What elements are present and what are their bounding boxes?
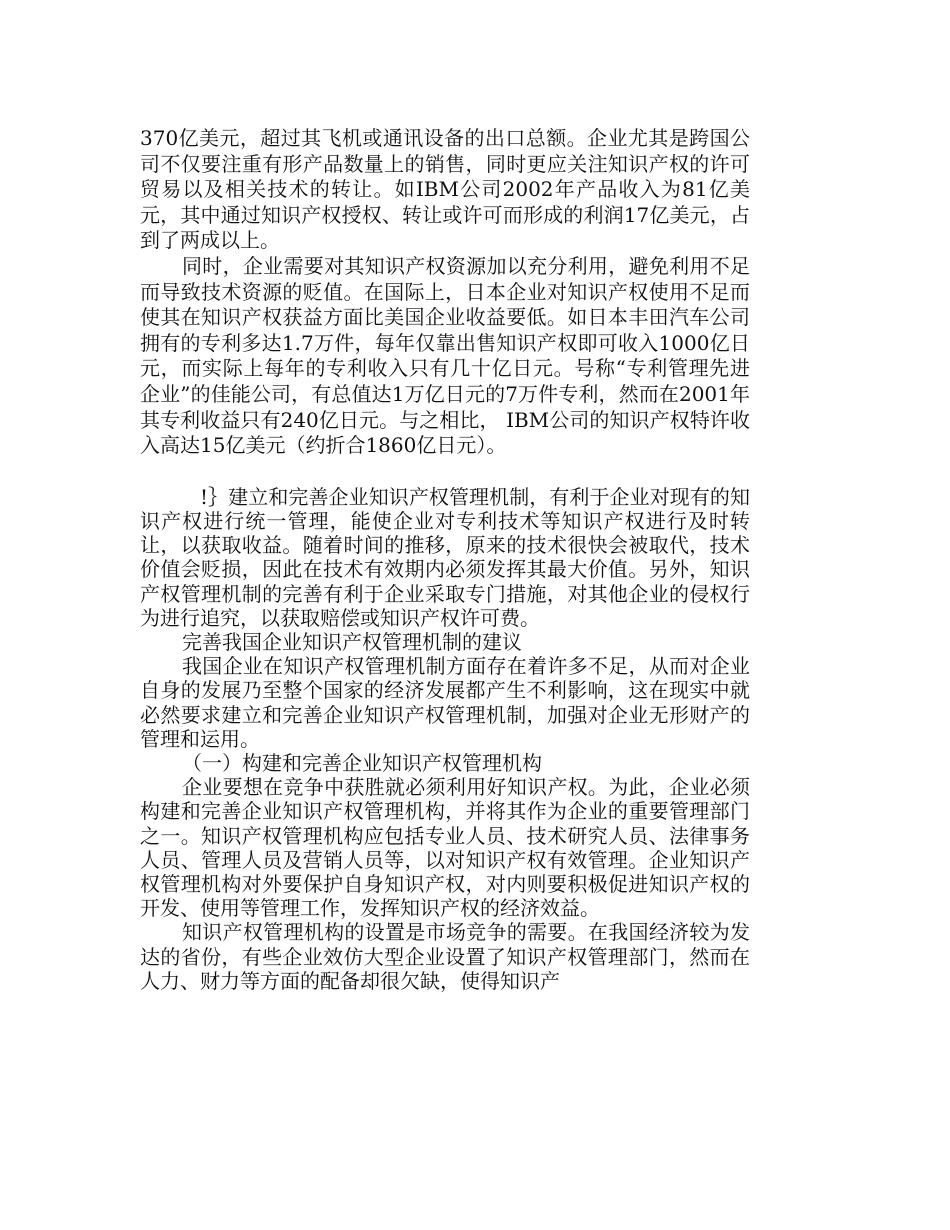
paragraph-shortcomings: 我国企业在知识产权管理机制方面存在着许多不足，从而对企业自身的发展乃至整个国家的经济发展都产生不利影响，这在现实中就必然要求建立和完善企业知识产权管理机制，加强对企业无形财产的管理和运用。 bbox=[140, 654, 750, 751]
document-body bbox=[140, 126, 750, 993]
paragraph-resource-utilization: 同时，企业需要对其知识产权资源加以充分利用，避免利用不足而导致技术资源的贬值。在国际上，日本企业对知识产权使用不足而使其在知识产权获益方面比美国企业收益要低。如日本丰田汽车公司拥有的专利多达1.7万件，每年仅靠出售知识产权即可收入1000亿日元，而实际上每年的专利收入只有几十亿日元。号称“专利管理先进企业”的佳能公司，有总值达1万亿日元的7万件专利，然而在2001年其专利收益只有240亿日元。与之相比， IBM公司的知识产权特许收入高达15亿美元（约折合1860亿日元）。 bbox=[140, 253, 750, 458]
paragraph-ibm-revenue: 370亿美元，超过其飞机或通讯设备的出口总额。企业尤其是跨国公司不仅要注重有形产品数量上的销售，同时更应关注知识产权的许可贸易以及相关技术的转让。如IBM公司2002年产品收入为81亿美元，其中通过知识产权授权、转让或许可而形成的利润17亿美元，占到了两成以上。 bbox=[140, 126, 750, 253]
paragraph-management-mechanism-benefit: !｝建立和完善企业知识产权管理机制，有利于企业对现有的知识产权进行统一管理，能使企业对专利技术等知识产权进行及时转让，以获取收益。随着时间的推移，原来的技术很快会被取代，技术价值会贬损，因此在技术有效期内必须发挥其最大价值。另外，知识产权管理机制的完善有利于企业采取专门措施，对其他企业的侵权行为进行追究，以获取赔偿或知识产权许可费。 bbox=[140, 484, 750, 630]
paragraph-gap bbox=[140, 459, 750, 485]
paragraph-market-competition: 知识产权管理机构的设置是市场竞争的需要。在我国经济较为发达的省份，有些企业效仿大型企业设置了知识产权管理部门，然而在人力、财力等方面的配备却很欠缺，使得知识产 bbox=[140, 920, 750, 993]
section-heading-recommendations: 完善我国企业知识产权管理机制的建议 bbox=[182, 629, 522, 654]
paragraph-build-institution: 企业要想在竞争中获胜就必须利用好知识产权。为此，企业必须构建和完善企业知识产权管理机构，并将其作为企业的重要管理部门之一。知识产权管理机构应包括专业人员、技术研究人员、法律事务人员、管理人员及营销人员等，以对知识产权有效管理。企业知识产权管理机构对外要保护自身知识产权，对内则要积极促进知识产权的开发、使用等管理工作，发挥知识产权的经济效益。 bbox=[140, 775, 750, 921]
subsection-heading-institution: （一）构建和完善企业知识产权管理机构 bbox=[182, 750, 542, 775]
